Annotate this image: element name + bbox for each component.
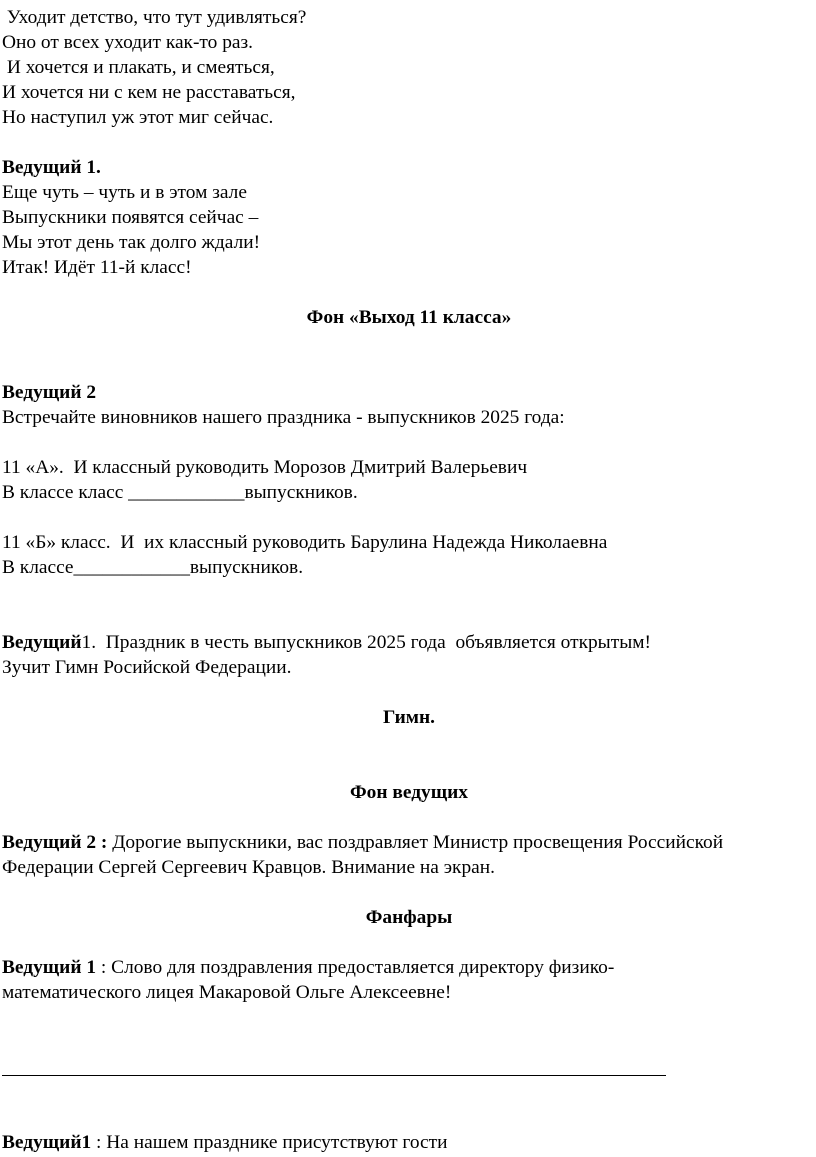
director-line-2: математического лицея Макаровой Ольге Алексеевне! bbox=[2, 982, 452, 1003]
poem-line: Уходит детство, что тут удивляться? bbox=[2, 7, 307, 28]
verse-line: Выпускники появятся сейчас – bbox=[2, 207, 259, 228]
stage-cue: Фон ведущих bbox=[350, 782, 468, 803]
speech-line: Встречайте виновников нашего праздника - выпускников 2025 года: bbox=[2, 407, 565, 428]
poem-line: Но наступил уж этот миг сейчас. bbox=[2, 107, 274, 128]
class-b-count: В классе____________выпускников. bbox=[2, 557, 304, 578]
stage-cue: Фон «Выход 11 класса» bbox=[306, 307, 512, 328]
horizontal-rule bbox=[2, 1075, 666, 1076]
minister-line-2: Федерации Сергей Сергеевич Кравцов. Внимание на экран. bbox=[2, 857, 495, 878]
class-a-count: В классе класс ____________выпускников. bbox=[2, 482, 358, 503]
blank-field: ____________ bbox=[73, 557, 190, 578]
blank-field: ____________ bbox=[128, 482, 245, 503]
speaker-label: Ведущий 2 bbox=[2, 382, 97, 403]
verse-line: Еще чуть – чуть и в этом зале bbox=[2, 182, 247, 203]
minister-line: Ведущий 2 : Дорогие выпускники, вас поздравляет Министр просвещения Российской bbox=[2, 832, 724, 853]
stage-cue: Гимн. bbox=[383, 707, 435, 728]
class-a-line: 11 «А». И классный руководить Морозов Дмитрий Валерьевич bbox=[2, 457, 528, 478]
class-b-line: 11 «Б» класс. И их классный руководить Барулина Надежда Николаевна bbox=[2, 532, 608, 553]
verse-line: Итак! Идёт 11-й класс! bbox=[2, 257, 192, 278]
poem-line: И хочется и плакать, и смеяться, bbox=[2, 57, 275, 78]
guests-line: Ведущий1 : На нашем празднике присутствуют гости bbox=[2, 1132, 448, 1153]
stage-cue: Фанфары bbox=[365, 907, 453, 928]
speaker-label: Ведущий 1. bbox=[2, 157, 101, 178]
opening-line-2: Зучит Гимн Росийской Федерации. bbox=[2, 657, 292, 678]
director-line: Ведущий 1 : Слово для поздравления предоставляется директору физико- bbox=[2, 957, 615, 978]
opening-line: Ведущий1. Праздник в честь выпускников 2025 года объявляется открытым! bbox=[2, 632, 651, 653]
poem-line: Оно от всех уходит как-то раз. bbox=[2, 32, 253, 53]
verse-line: Мы этот день так долго ждали! bbox=[2, 232, 261, 253]
poem-line: И хочется ни с кем не расставаться, bbox=[2, 82, 296, 103]
